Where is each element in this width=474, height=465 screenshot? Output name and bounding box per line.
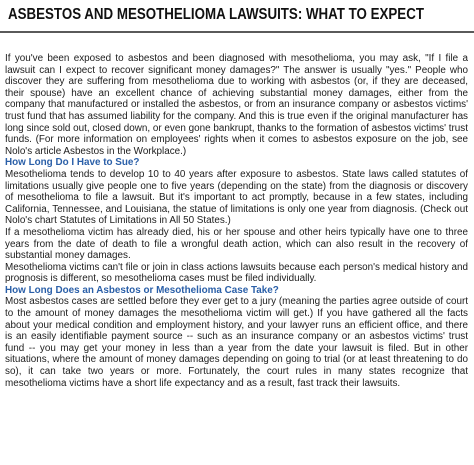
section-heading-case-duration: How Long Does an Asbestos or Mesothelioma Case Take? (5, 284, 279, 296)
title-divider (0, 31, 474, 33)
class-action-paragraph: Mesothelioma victims can't file or join in class actions lawsuits because each person's medical history and prognosis is different, so mesothelioma cases must be filed individually. (5, 261, 468, 285)
section-heading-how-long-to-sue: How Long Do I Have to Sue? (5, 157, 140, 169)
wrongful-death-paragraph: If a mesothelioma victim has already died, his or her spouse and other heirs typically have one to three years from the date of death to file a wrongful death action, which can also result in the recovery of substantial money damages. (5, 226, 468, 262)
page-title: ASBESTOS AND MESOTHELIOMA LAWSUITS: WHAT TO EXPECT (8, 6, 424, 23)
case-duration-paragraph: Most asbestos cases are settled before they ever get to a jury (meaning the parties agree outside of court to the amount of money damages the mesothelioma victim will get.) If you have gathered all the facts about your medical condition and employment history, and your lawyer runs an efficient office, and there is an easily identifiable payment source -- such as an insurance company or an asbestos victims' trust fund -- you may get your money in less than a year from the date your lawsuit is filed. But in other situations, where the amount of money damages depending on going to trial (or at least threatening to do so), it can take two years or more. Fortunately, the court rules in many states recognize that mesothelioma victims have a short life expectancy and as a result, fast track their lawsuits. (5, 296, 468, 389)
statute-of-limitations-paragraph: Mesothelioma tends to develop 10 to 40 years after exposure to asbestos. State laws called statutes of limitations usually give people one to five years (depending on the state) from the diagnosis or discovery of mesothelioma to file a lawsuit. But it's important to act promptly, because in a few states, including California, Tennessee, and Louisiana, the statue of limitations is only one year from diagnosis. (Check out Nolo's chart Statutes of Limitations in All 50 States.) (5, 168, 468, 227)
intro-paragraph: If you've been exposed to asbestos and been diagnosed with mesothelioma, you may ask, "If I file a lawsuit can I expect to recover significant money damages?" The answer is usually "yes." People who discover they are suffering from mesothelioma due to working with asbestos (or, if they are deceased, their spouse) have an excellent chance of achieving substantial money damages, either from the company that manufactured or installed the asbestos, or from an insurance company or asbestos victims' trust fund that has assumed liability for the company. And this is true even if the original manufacturer has long since sold out, closed down, or even gone bankrupt, thanks to the formation of asbestos victims' trust funds. (For more information on employees' rights when it comes to asbestos exposure on the job, see Nolo's article Asbestos in the Workplace.) (5, 53, 468, 157)
page-header (0, 0, 474, 30)
article-body (5, 53, 468, 389)
